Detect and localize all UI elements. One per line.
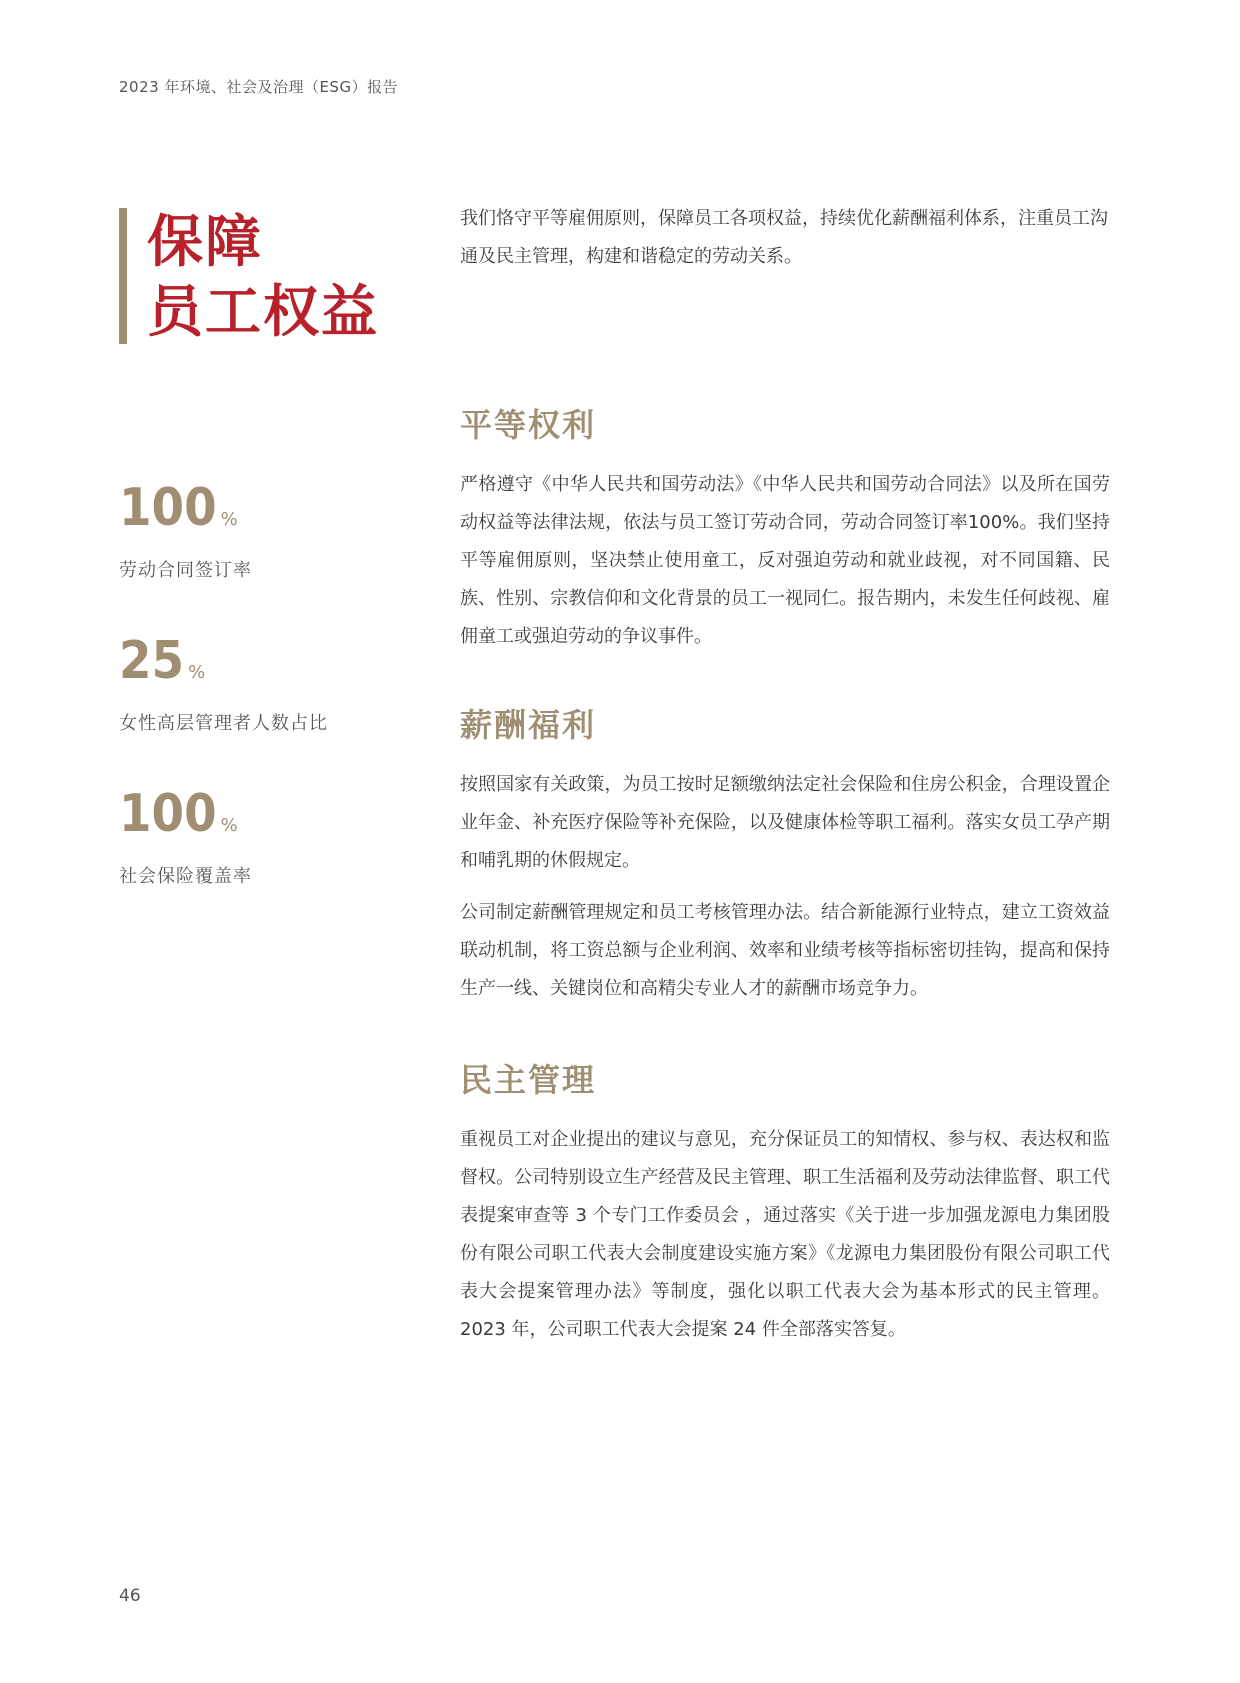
page-title-line-1: 保障 [147,210,263,275]
stat-unit: % [188,662,206,683]
stat-label: 劳动合同签订率 [119,560,252,581]
section-heading-democratic-management: 民主管理 [460,1061,597,1099]
section-paragraph: 公司制定薪酬管理规定和员工考核管理办法。结合新能源行业特点，建立工资效益联动机制，将工资总额与企业利润、效率和业绩考核等指标密切挂钩，提高和保持生产一线、关键岗位和高精尖专业人才的薪酬市场竞争力。 [460,902,1110,999]
stat-unit: % [220,815,238,836]
section-heading-compensation: 薪酬福利 [460,706,597,744]
page-number: 46 [119,1586,141,1606]
page-title [119,208,379,344]
stat-unit: % [220,509,238,530]
stat-value: 25 [119,631,185,691]
stat-contract-rate [119,480,252,582]
stat-value: 100 [119,784,217,844]
section-paragraph: 按照国家有关政策，为员工按时足额缴纳法定社会保险和住房公积金，合理设置企业年金、补充医疗保险等补充保险，以及健康体检等职工福利。落实女员工孕产期和哺乳期的休假规定。 [460,774,1110,871]
page-title-line-2: 员工权益 [147,280,379,345]
section-heading-equal-rights: 平等权利 [460,406,597,444]
stat-label: 女性高层管理者人数占比 [119,713,328,734]
section-paragraph: 重视员工对企业提出的建议与意见，充分保证员工的知情权、参与权、表达权和监督权。公司特别设立生产经营及民主管理、职工生活福利及劳动法律监督、职工代表提案审查等 3 个专门工作委员会 ，通过落实《关于进一步加强龙源电力集团股份有限公司职工代表大会制度建设实施方案》《龙源电力集团股份有限公司职工代表大会提案管理办法》等制度，强化以职工代表大会为基本形式的民主管理。2023 年，公司职工代表大会提案 24 件全部落实答复。 [460,1129,1110,1340]
stat-label: 社会保险覆盖率 [119,866,252,887]
report-header: 2023 年环境、社会及治理（ESG）报告 [119,78,399,96]
intro-paragraph: 我们恪守平等雇佣原则，保障员工各项权益，持续优化薪酬福利体系，注重员工沟通及民主管理，构建和谐稳定的劳动关系。 [460,208,1108,267]
stat-value: 100 [119,478,217,538]
stat-social-insurance-coverage [119,786,252,888]
section-paragraph: 严格遵守《中华人民共和国劳动法》《中华人民共和国劳动合同法》以及所在国劳动权益等法律法规，依法与员工签订劳动合同，劳动合同签订率100%。我们坚持平等雇佣原则，坚决禁止使用童工，反对强迫劳动和就业歧视，对不同国籍、民族、性别、宗教信仰和文化背景的员工一视同仁。报告期内，未发生任何歧视、雇佣童工或强迫劳动的争议事件。 [460,474,1110,647]
stat-female-management-ratio [119,633,328,735]
